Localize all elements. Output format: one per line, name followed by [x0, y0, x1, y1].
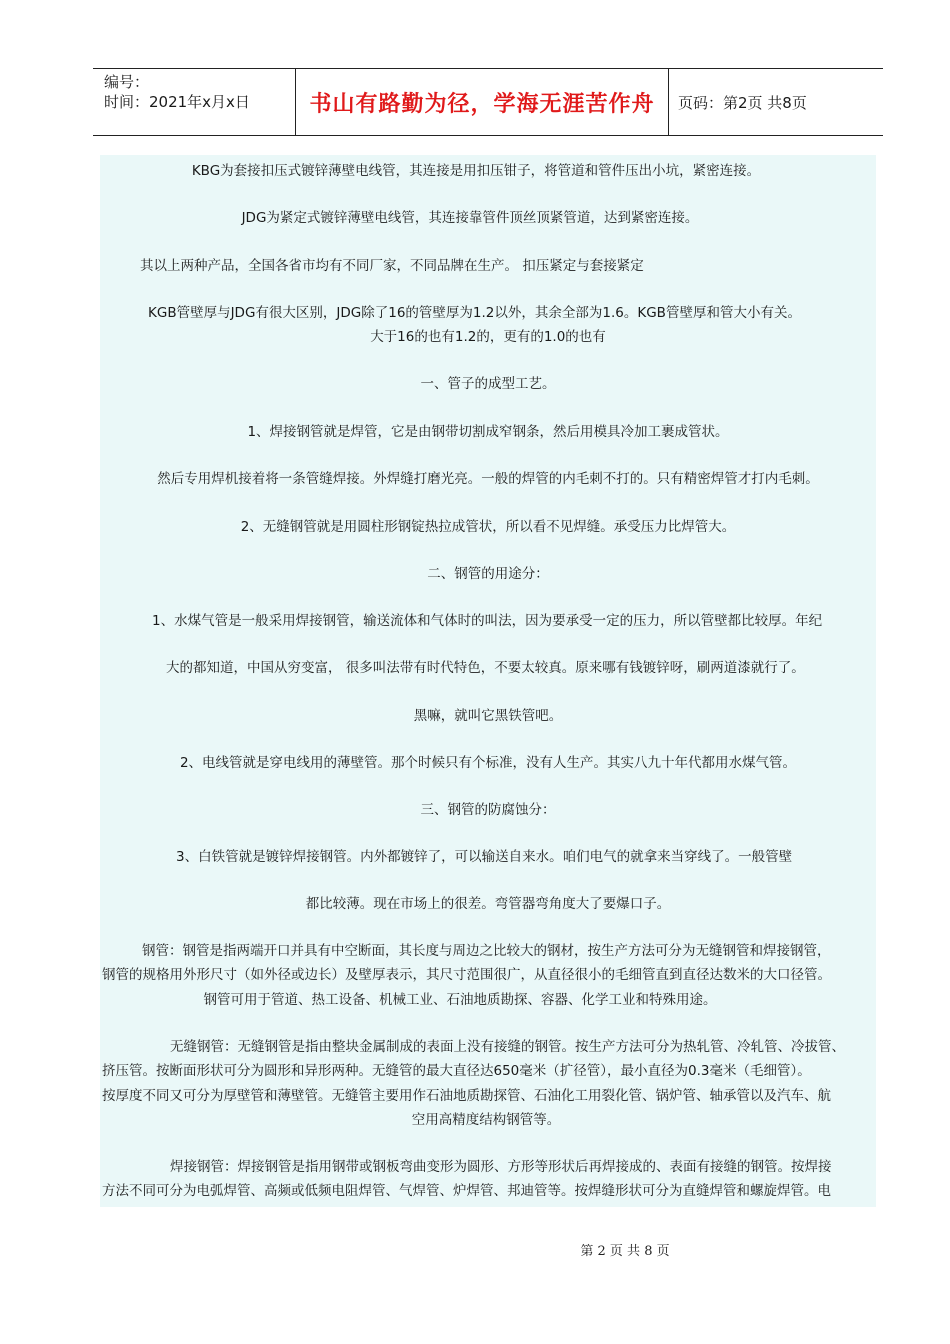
- paragraph: 钢管：钢管是指两端开口并具有中空断面，其长度与周边之比较大的钢材，按生产方法可分为无缝钢管和焊接钢管，: [142, 943, 831, 959]
- paragraph: 都比较薄。现在市场上的很差。弯管器弯角度大了要爆口子。: [305, 896, 671, 912]
- paragraph: 大于16的也有1.2的，更有的1.0的也有: [370, 329, 606, 345]
- paragraph: KGB管壁厚与JDG有很大区别，JDG除了16的管壁厚为1.2以外，其余全部为1.6。KGB管壁厚和管大小有关。: [148, 305, 801, 321]
- header-info: [93, 69, 295, 135]
- paragraph: 2、无缝钢管就是用圆柱形钢锭热拉成管状，所以看不见焊缝。承受压力比焊管大。: [240, 519, 736, 535]
- paragraph: 焊接钢管：焊接钢管是指用钢带或钢板弯曲变形为圆形、方形等形状后再焊接成的、表面有接缝的钢管。按焊接: [170, 1159, 832, 1175]
- paragraph: 无缝钢管：无缝钢管是指由整块金属制成的表面上没有接缝的钢管。按生产方法可分为热轧管、冷轧管、冷拔管、: [170, 1039, 845, 1055]
- section-heading: 一、管子的成型工艺。: [420, 376, 556, 392]
- page-header: [93, 68, 883, 136]
- paragraph: KBG为套接扣压式镀锌薄壁电线管，其连接是用扣压钳子，将管道和管件压出小坑，紧密连接。: [191, 163, 761, 179]
- paragraph: 方法不同可分为电弧焊管、高频或低频电阻焊管、气焊管、炉焊管、邦迪管等。按焊缝形状可分为直缝焊管和螺旋焊管。电: [102, 1183, 831, 1199]
- paragraph: 其以上两种产品，全国各省市均有不同厂家，不同品牌在生产。 扣压紧定与套接紧定: [140, 258, 644, 274]
- paragraph: 空用高精度结构钢管等。: [411, 1112, 561, 1128]
- paragraph: JDG为紧定式镀锌薄壁电线管，其连接靠管件顶丝顶紧管道，达到紧密连接。: [241, 210, 699, 226]
- paragraph: 挤压管。按断面形状可分为圆形和异形两种。无缝管的最大直径达650毫米（扩径管），最小直径为0.3毫米（毛细管）。: [102, 1063, 811, 1079]
- paragraph: 1、水煤气管是一般采用焊接钢管，输送流体和气体时的叫法，因为要承受一定的压力，所以管壁都比较厚。年纪: [152, 613, 823, 629]
- section-heading: 三、钢管的防腐蚀分：: [420, 802, 556, 818]
- time-label: 时间：2021年x月x日: [104, 93, 250, 111]
- paragraph: 钢管的规格用外形尺寸（如外径或边长）及壁厚表示，其尺寸范围很广，从直径很小的毛细管直到直径达数米的大口径管。: [102, 967, 831, 983]
- number-label: 编号：: [104, 73, 150, 91]
- paragraph: 1、焊接钢管就是焊管，它是由钢带切割成窄钢条，然后用模具冷加工裹成管状。: [247, 424, 729, 440]
- paragraph: 然后专用焊机接着将一条管缝焊接。外焊缝打磨光亮。一般的焊管的内毛刺不打的。只有精密焊管才打内毛刺。: [157, 471, 819, 487]
- paragraph: 黑嘛，就叫它黑铁管吧。: [413, 708, 563, 724]
- paragraph: 钢管可用于管道、热工设备、机械工业、石油地质勘探、容器、化学工业和特殊用途。: [203, 992, 717, 1008]
- paragraph: 2、电线管就是穿电线用的薄壁管。那个时候只有个标准，没有人生产。其实八九十年代都用水煤气管。: [179, 755, 797, 771]
- header-page-label: 页码：第2页 共8页: [678, 93, 807, 112]
- paragraph: 按厚度不同又可分为厚壁管和薄壁管。无缝管主要用作石油地质勘探管、石油化工用裂化管、锅炉管、轴承管以及汽车、航: [102, 1088, 831, 1104]
- paragraph: 大的都知道，中国从穷变富， 很多叫法带有时代特色，不要太较真。原来哪有钱镀锌呀，刷两道漆就行了。: [166, 660, 805, 676]
- section-heading: 二、钢管的用途分：: [427, 566, 549, 582]
- document-body: [100, 155, 876, 1207]
- paragraph: 3、白铁管就是镀锌焊接钢管。内外都镀锌了，可以输送自来水。咱们电气的就拿来当穿线了。一般管壁: [176, 849, 793, 865]
- page-footer: 第 2 页 共 8 页: [580, 1244, 670, 1259]
- header-motto: 书山有路勤为径，学海无涯苦作舟: [295, 69, 669, 135]
